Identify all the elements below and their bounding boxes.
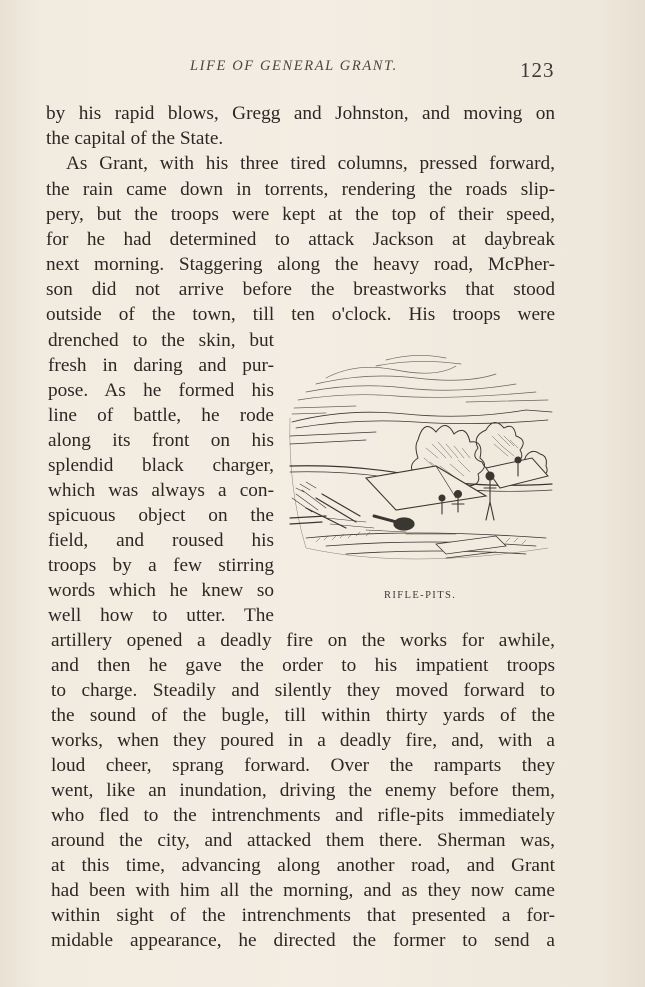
text-line: fresh in daring and pur- [48,355,274,376]
figure-caption: RIFLE-PITS. [384,590,457,601]
running-head: LIFE OF GENERAL GRANT. [190,58,398,74]
text-line: pose. As he formed his [48,380,274,401]
text-line: splendid black charger, [48,455,274,476]
text-line: and then he gave the order to his impatient troops [51,655,555,676]
text-line: around the city, and attacked them there. Sherman was, [51,830,555,851]
text-line: the sound of the bugle, till within thirty yards of the [51,705,555,726]
text-line: along its front on his [48,430,274,451]
page-number: 123 [520,58,555,82]
text-line: As Grant, with his three tired columns, pressed forward, [66,153,555,174]
text-line: pery, but the troops were kept at the top of their speed, [46,204,555,225]
text-line: artillery opened a deadly fire on the works for awhile, [51,630,555,651]
text-line: line of battle, he rode [48,405,274,426]
text-line: son did not arrive before the breastworks that stood [46,279,555,300]
text-line: words which he knew so [48,580,274,601]
text-line: midable appearance, he directed the former to send a [51,930,555,951]
text-line: the rain came down in torrents, rendering the roads slip- [46,179,555,200]
text-line: for he had determined to attack Jackson at daybreak [46,229,555,250]
text-line: the capital of the State. [46,128,224,149]
text-line: loud cheer, sprang forward. Over the ramparts they [51,755,555,776]
text-line: went, like an inundation, driving the enemy before them, [51,780,555,801]
text-line: well how to utter. The [48,605,274,626]
text-line: which was always a con- [48,480,274,501]
text-line: troops by a few stirring [48,555,274,576]
text-line: works, when they poured in a deadly fire, and, with a [51,730,555,751]
text-line: drenched to the skin, but [48,330,274,351]
rifle-pits-illustration [286,348,556,580]
text-line: next morning. Staggering along the heavy road, McPher- [46,254,555,275]
text-line: to charge. Steadily and silently they moved forward to [51,680,555,701]
text-line: at this time, advancing along another road, and Grant [51,855,555,876]
text-line: spicuous object on the [48,505,274,526]
text-line: within sight of the intrenchments that presented a for- [51,905,555,926]
text-line: had been with him all the morning, and as they now came [51,880,555,901]
text-line: by his rapid blows, Gregg and Johnston, and moving on [46,103,555,124]
text-line: field, and roused his [48,530,274,551]
text-line: who fled to the intrenchments and rifle-pits immediately [51,805,555,826]
text-line: outside of the town, till ten o'clock. His troops were [46,304,555,325]
